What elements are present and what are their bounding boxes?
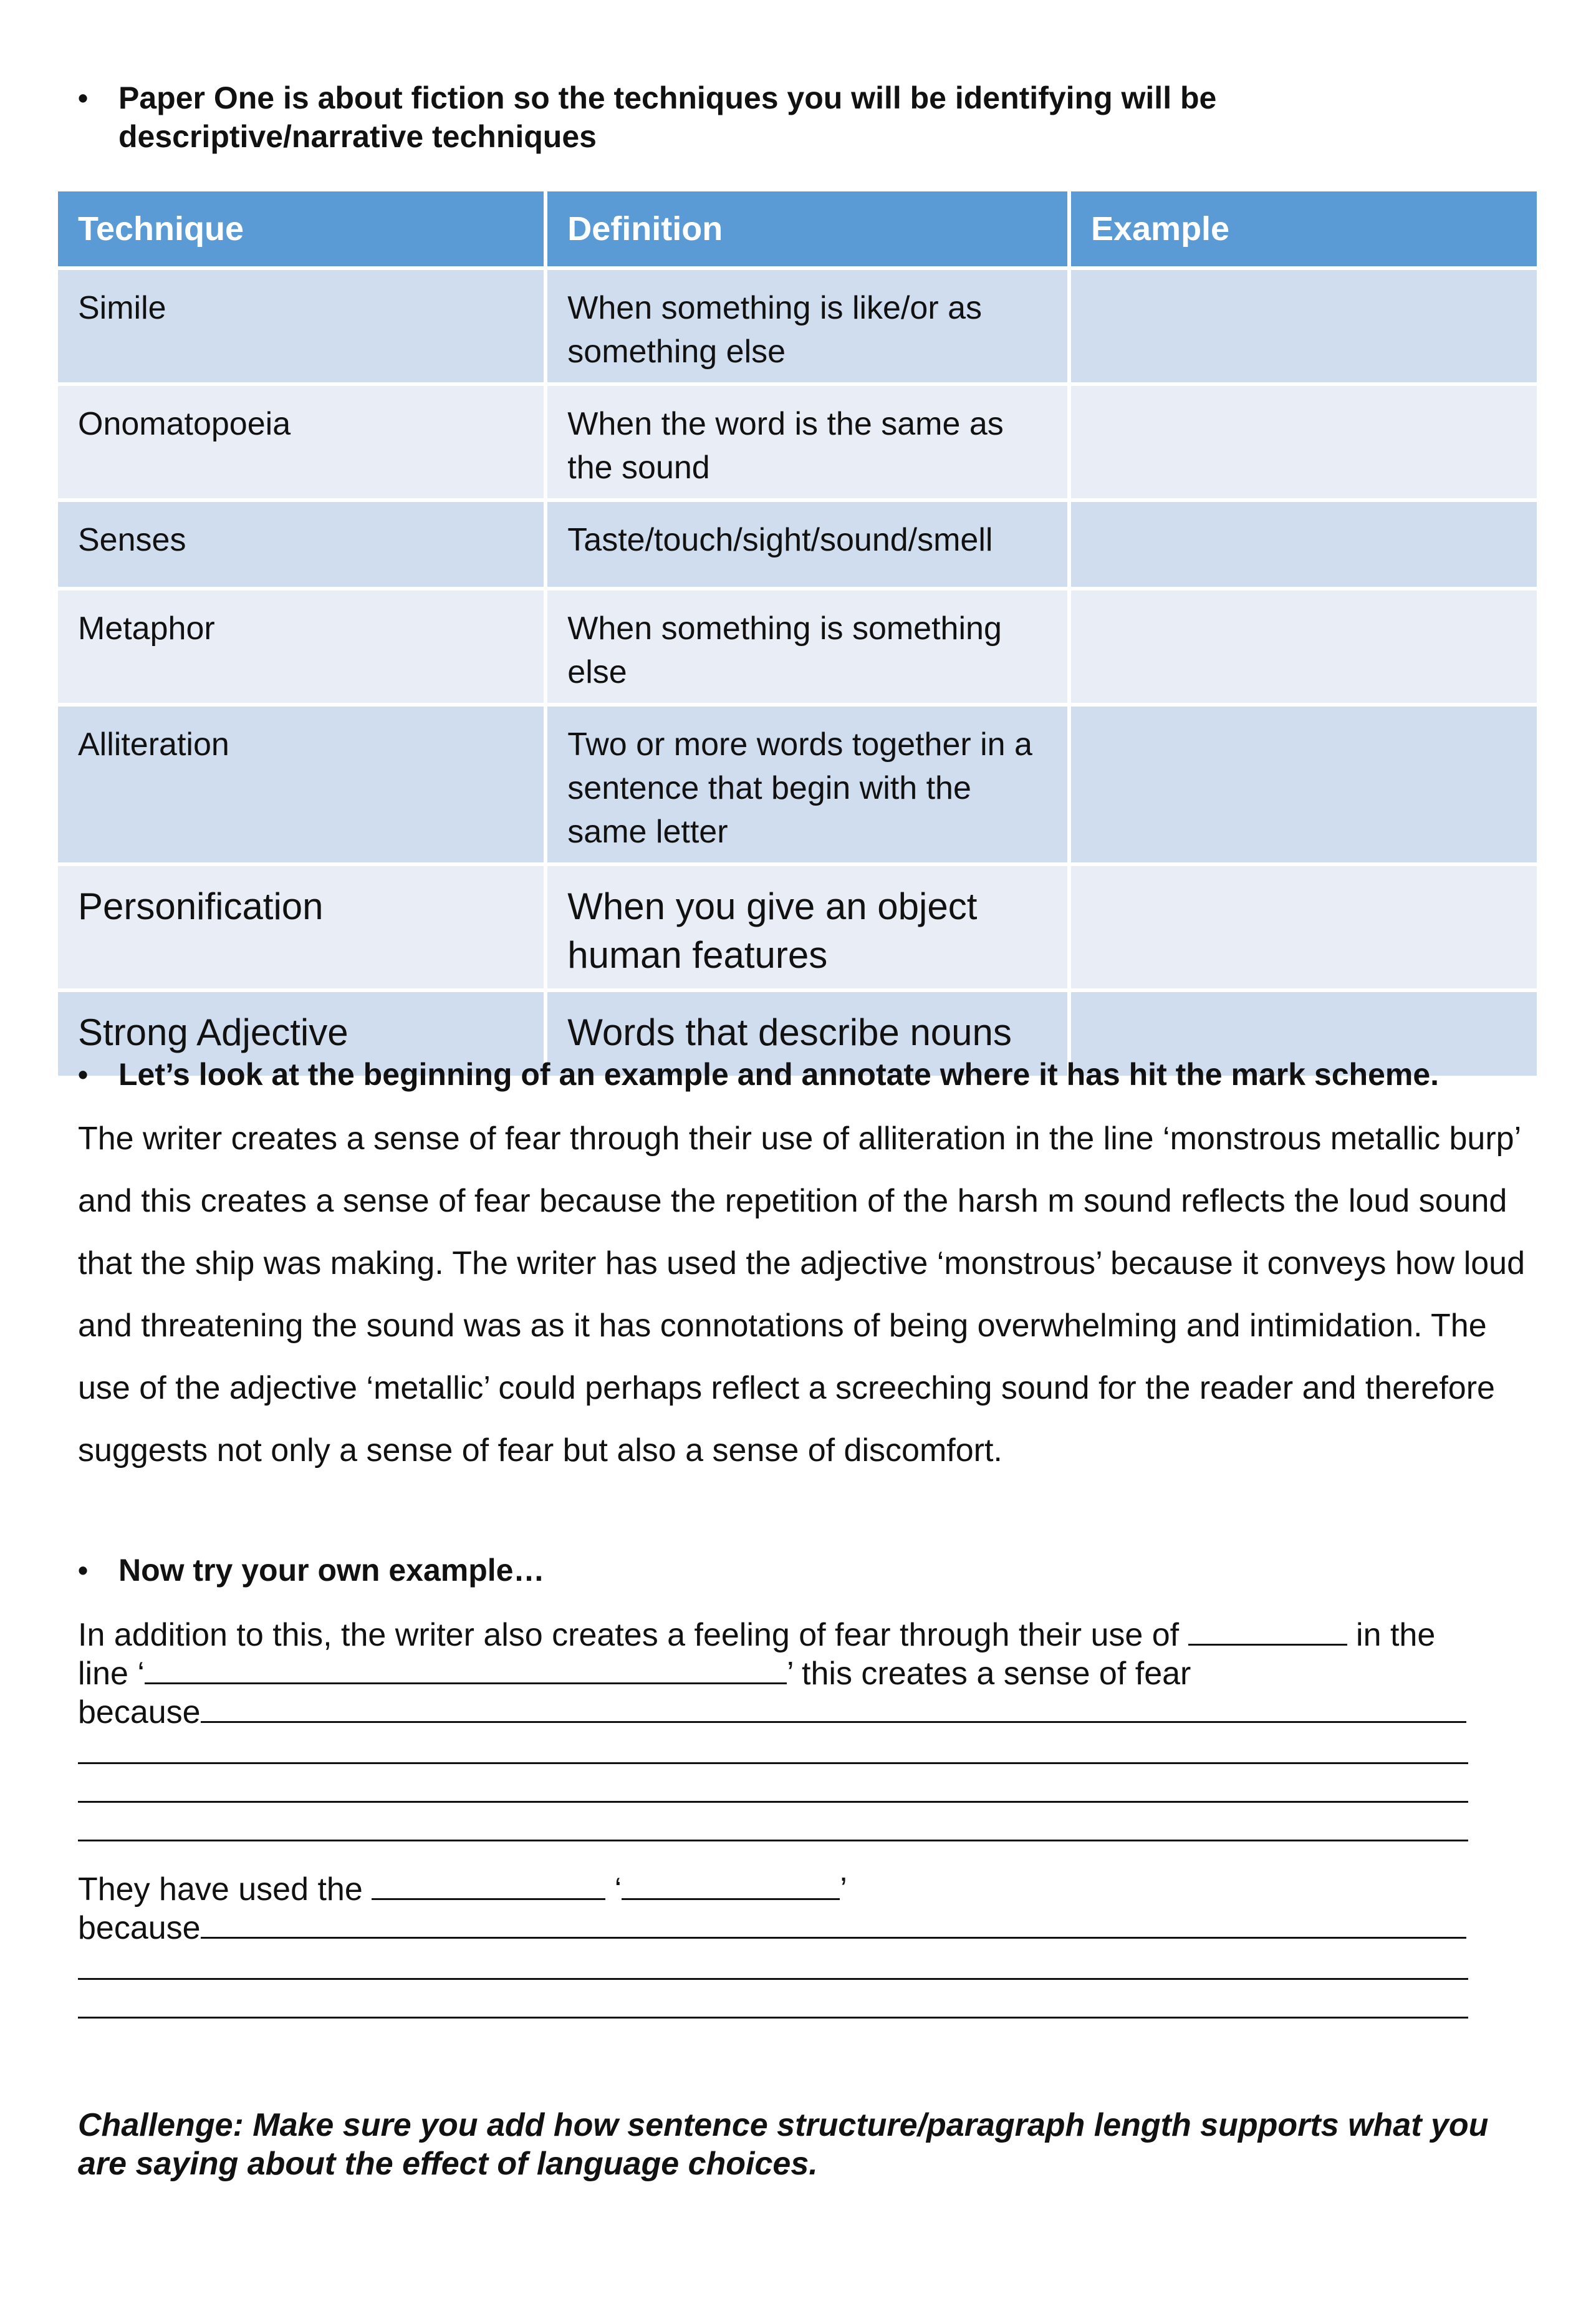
technique-blank[interactable] bbox=[1188, 1616, 1347, 1646]
word-type-blank[interactable] bbox=[372, 1871, 605, 1900]
own-example-heading: Now try your own example… bbox=[118, 1553, 545, 1588]
technique-cell: Simile bbox=[58, 270, 544, 382]
definition-cell: Two or more words together in a sentence that begin with the same letter bbox=[547, 707, 1067, 862]
intro-text bbox=[118, 79, 1216, 156]
bullet-marker: • bbox=[78, 1058, 89, 1091]
definition-cell: Words that describe nouns bbox=[547, 992, 1067, 1076]
example-cell[interactable] bbox=[1071, 866, 1537, 988]
intro-line-2: descriptive/narrative techniques bbox=[118, 119, 597, 154]
fill-text: ’ this creates a sense of fear bbox=[786, 1656, 1191, 1692]
fill-line-3 bbox=[78, 1693, 1531, 1732]
fill-line-2 bbox=[78, 1654, 1531, 1693]
fill-line-1 bbox=[78, 1616, 1531, 1654]
quote-blank[interactable] bbox=[145, 1655, 787, 1684]
technique-cell: Onomatopoeia bbox=[58, 386, 544, 498]
intro-line-1: Paper One is about fiction so the techniques you will be identifying will be bbox=[118, 80, 1217, 115]
definition-cell: When you give an object human features bbox=[547, 866, 1067, 988]
answer-line[interactable] bbox=[78, 1840, 1468, 1841]
word-blank[interactable] bbox=[622, 1871, 840, 1900]
fill-line-5 bbox=[78, 1909, 1531, 1947]
fill-text: because bbox=[78, 1694, 201, 1730]
fill-text: ‘ bbox=[605, 1871, 622, 1908]
table-row bbox=[58, 270, 1537, 382]
answer-line[interactable] bbox=[78, 1762, 1468, 1764]
definition-cell: When the word is the same as the sound bbox=[547, 386, 1067, 498]
techniques-table bbox=[54, 188, 1541, 1079]
technique-cell: Personification bbox=[58, 866, 544, 988]
technique-cell: Metaphor bbox=[58, 591, 544, 703]
answer-line[interactable] bbox=[78, 1801, 1468, 1803]
example-cell[interactable] bbox=[1071, 707, 1537, 862]
example-cell[interactable] bbox=[1071, 386, 1537, 498]
because-blank[interactable] bbox=[201, 1909, 1466, 1939]
own-example-bullet bbox=[78, 1551, 544, 1590]
example-bullet bbox=[78, 1055, 1439, 1094]
definition-cell: When something is like/or as something else bbox=[547, 270, 1067, 382]
intro-bullet bbox=[78, 79, 1216, 156]
fill-text: line ‘ bbox=[78, 1656, 145, 1692]
table-row bbox=[58, 866, 1537, 988]
header-definition: Definition bbox=[547, 191, 1067, 266]
challenge-text: Challenge: Make sure you add how sentence structure/paragraph length supports what you are saying about the effect of language choices. bbox=[78, 2107, 1489, 2182]
table-row bbox=[58, 591, 1537, 703]
table-row bbox=[58, 502, 1537, 587]
bullet-marker: • bbox=[78, 82, 89, 114]
example-cell[interactable] bbox=[1071, 591, 1537, 703]
answer-line[interactable] bbox=[78, 1978, 1468, 1980]
fill-text: They have used the bbox=[78, 1871, 372, 1908]
fill-line-4 bbox=[78, 1870, 1531, 1909]
technique-cell: Senses bbox=[58, 502, 544, 587]
technique-cell: Strong Adjective bbox=[58, 992, 544, 1076]
example-paragraph: The writer creates a sense of fear through their use of alliteration in the line ‘monstrous metallic burp’ and this creates a sense of fear because the repetition of the harsh m sound reflects the loud sound that the ship was making. The writer has used the adjective ‘monstrous’ because it conveys how loud and threatening the sound was as it has connotations of being overwhelming and intimidation. The use of the adjective ‘metallic’ could perhaps reflect a screeching sound for the reader and therefore suggests not only a sense of fear but also a sense of discomfort. bbox=[78, 1121, 1526, 1469]
table-header-row bbox=[58, 191, 1537, 266]
example-cell[interactable] bbox=[1071, 270, 1537, 382]
table-row bbox=[58, 707, 1537, 862]
fill-text: because bbox=[78, 1910, 201, 1946]
fill-text: in the bbox=[1347, 1617, 1436, 1653]
example-heading: Let’s look at the beginning of an example and annotate where it has hit the mark scheme. bbox=[118, 1057, 1440, 1092]
definition-cell: Taste/touch/sight/sound/smell bbox=[547, 502, 1067, 587]
header-example: Example bbox=[1071, 191, 1537, 266]
table-row bbox=[58, 386, 1537, 498]
definition-cell: When something is something else bbox=[547, 591, 1067, 703]
bullet-marker: • bbox=[78, 1554, 89, 1586]
technique-cell: Alliteration bbox=[58, 707, 544, 862]
header-technique: Technique bbox=[58, 191, 544, 266]
answer-line[interactable] bbox=[78, 2017, 1468, 2019]
fill-text: In addition to this, the writer also creates a feeling of fear through their use of bbox=[78, 1617, 1188, 1653]
fill-text: ’ bbox=[840, 1871, 847, 1908]
example-cell[interactable] bbox=[1071, 502, 1537, 587]
because-blank[interactable] bbox=[201, 1694, 1466, 1723]
